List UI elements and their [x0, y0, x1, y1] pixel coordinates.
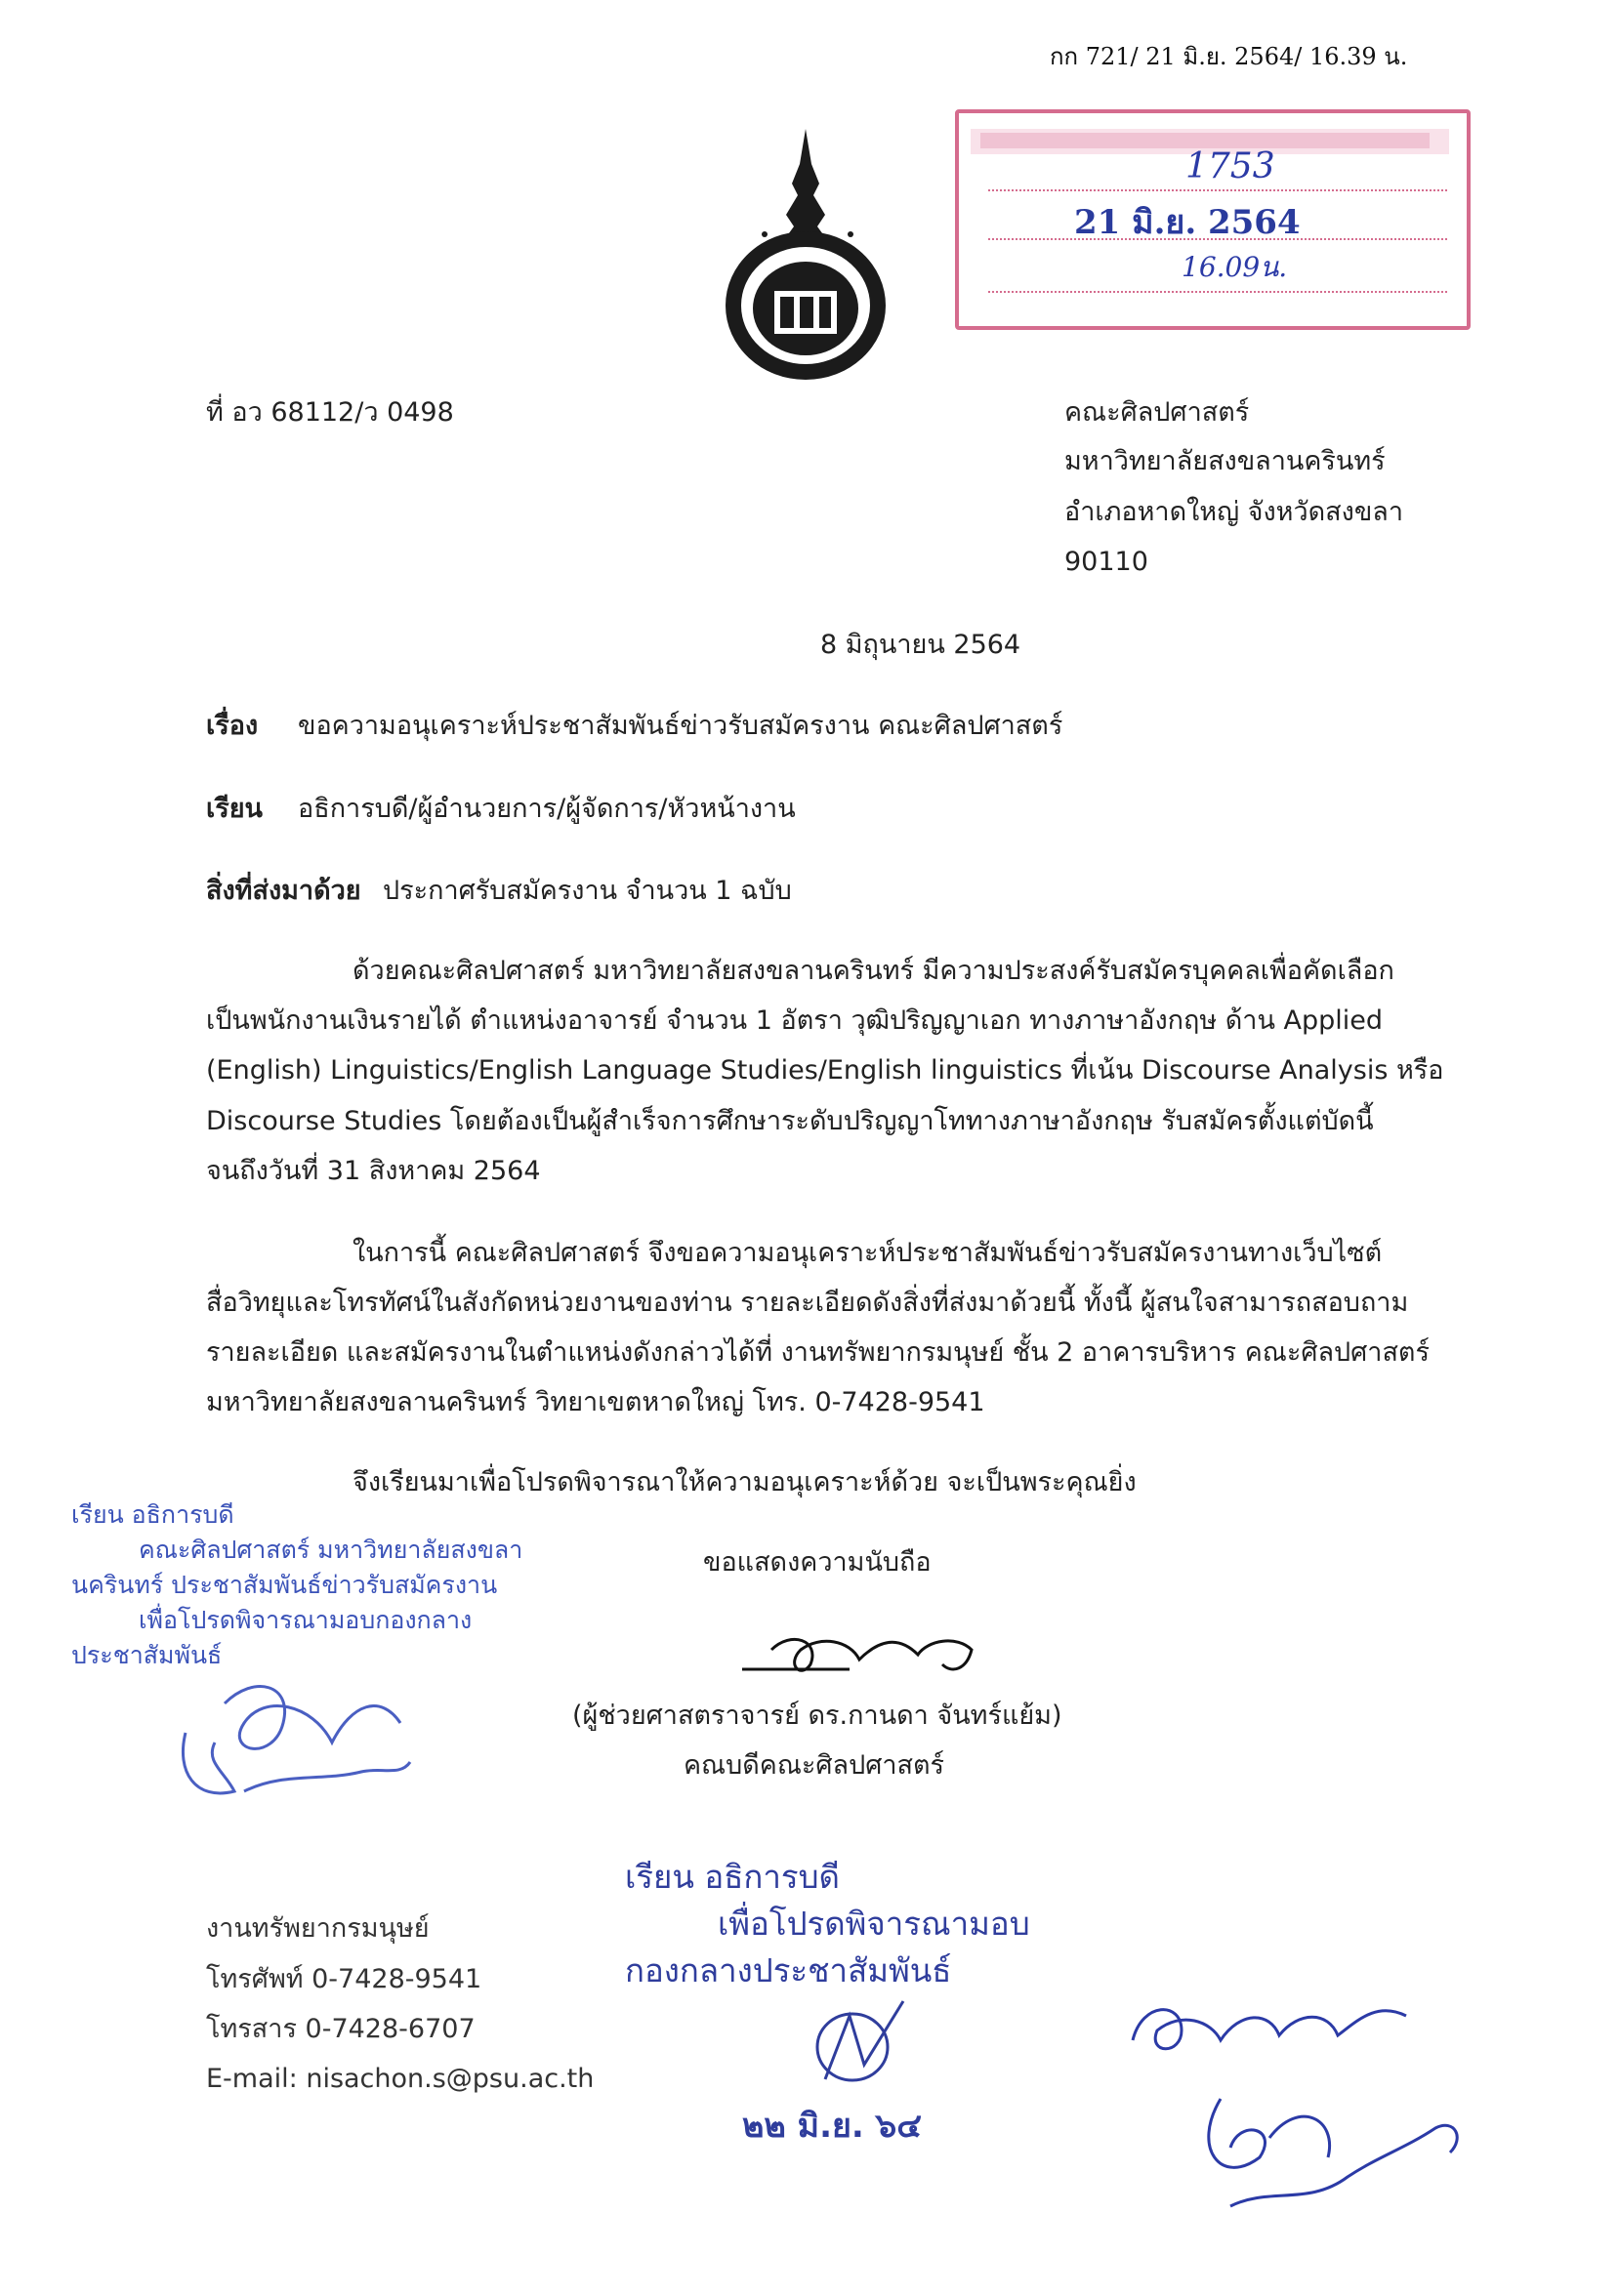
recipient-label: เรียน — [206, 794, 264, 824]
handwritten-initial — [806, 1996, 913, 2089]
margin-note-line: เพื่อโปรดพิจารณามอบกองกลาง — [139, 1606, 473, 1634]
signer-name: (ผู้ช่วยศาสตราจารย์ ดร.กานดา จันทร์แย้ม) — [572, 1701, 1062, 1731]
body-line: สื่อวิทยุและโทรทัศน์ในสังกัดหน่วยงานของท่าน รายละเอียดดังสิ่งที่ส่งมาด้วยนี้ ทั้งนี้ ผู้สนใจสามารถสอบถาม — [206, 1288, 1409, 1318]
body-line: มหาวิทยาลัยสงขลานครินทร์ วิทยาเขตหาดใหญ่ โทร. 0-7428-9541 — [206, 1387, 985, 1417]
stamp-receipt-time: 16.09น. — [1182, 251, 1288, 283]
stamp-receipt-date: 21 มิ.ย. 2564 — [1074, 203, 1301, 242]
bottom-note-line: กองกลางประชาสัมพันธ์ — [625, 1951, 952, 1989]
handwritten-annotation-right — [1113, 1982, 1494, 2235]
body-closing-line: จึงเรียนมาเพื่อโปรดพิจารณาให้ความอนุเคราะห์ด้วย จะเป็นพระคุณยิ่ง — [353, 1467, 1137, 1497]
contact-fax: โทรสาร 0-7428-6707 — [206, 2014, 476, 2044]
subject-text: ขอความอนุเคราะห์ประชาสัมพันธ์ข่าวรับสมัครงาน คณะศิลปศาสตร์ — [298, 711, 1063, 741]
margin-note-line: คณะศิลปศาสตร์ มหาวิทยาลัยสงขลา — [139, 1536, 523, 1564]
body-line: เป็นพนักงานเงินรายได้ ตำแหน่งอาจารย์ จำนวน 1 อัตรา วุฒิปริญญาเอก ทางภาษาอังกฤษ ด้าน Applied — [206, 1005, 1383, 1036]
enclosure-label: สิ่งที่ส่งมาด้วย — [206, 876, 361, 906]
body-line: Discourse Studies โดยต้องเป็นผู้สำเร็จการศึกษาระดับปริญญาโททางภาษาอังกฤษ รับสมัครตั้งแต่บัดนี้ — [206, 1106, 1374, 1136]
stamp-line — [988, 189, 1447, 191]
margin-note-line: ประชาสัมพันธ์ — [71, 1641, 223, 1669]
contact-email: E-mail: nisachon.s@psu.ac.th — [206, 2064, 595, 2094]
document-number: ที่ อว 68112/ว 0498 — [206, 397, 454, 428]
stamp-line — [988, 291, 1447, 293]
address-line: 90110 — [1064, 547, 1148, 577]
receipt-stamp — [955, 109, 1471, 330]
body-line: ด้วยคณะศิลปศาสตร์ มหาวิทยาลัยสงขลานครินทร์ มีความประสงค์รับสมัครบุคคลเพื่อคัดเลือก — [353, 956, 1394, 986]
bottom-note-line: เพื่อโปรดพิจารณามอบ — [718, 1905, 1030, 1943]
stamp-receipt-number: 1753 — [1185, 146, 1275, 186]
received-timestamp: กก 721/ 21 มิ.ย. 2564/ 16.39 น. — [1050, 43, 1408, 70]
address-line: คณะศิลปศาสตร์ — [1064, 397, 1250, 428]
body-line: รายละเอียด และสมัครงานในตำแหน่งดังกล่าวได้ที่ งานทรัพยากรมนุษย์ ชั้น 2 อาคารบริหาร คณะศิลปศาสตร์ — [206, 1337, 1430, 1368]
margin-note-line: นครินทร์ ประชาสัมพันธ์ข่าวรับสมัครงาน — [71, 1571, 498, 1599]
signer-title: คณบดีคณะศิลปศาสตร์ — [684, 1750, 945, 1781]
enclosure-text: ประกาศรับสมัครงาน จำนวน 1 ฉบับ — [383, 876, 792, 906]
letter-date: 8 มิถุนายน 2564 — [820, 630, 1021, 660]
margin-note-line: เรียน อธิการบดี — [71, 1500, 234, 1529]
note-date: ๒๒ มิ.ย. ๖๔ — [742, 2107, 922, 2146]
body-line: จนถึงวันที่ 31 สิงหาคม 2564 — [206, 1156, 541, 1186]
handwritten-signature-dean — [732, 1620, 986, 1689]
contact-phone: โทรศัพท์ 0-7428-9541 — [206, 1964, 482, 1994]
handwritten-signature-left — [166, 1664, 420, 1821]
contact-unit: งานทรัพยากรมนุษย์ — [206, 1913, 430, 1944]
bottom-note-line: เรียน อธิการบดี — [625, 1858, 840, 1896]
address-line: มหาวิทยาลัยสงขลานครินทร์ — [1064, 446, 1386, 476]
address-line: อำเภอหาดใหญ่ จังหวัดสงขลา — [1064, 497, 1404, 527]
university-emblem — [718, 125, 893, 387]
body-line: ในการนี้ คณะศิลปศาสตร์ จึงขอความอนุเคราะห์ประชาสัมพันธ์ข่าวรับสมัครงานทางเว็บไซต์ — [353, 1238, 1383, 1268]
recipient-text: อธิการบดี/ผู้อำนวยการ/ผู้จัดการ/หัวหน้างาน — [298, 794, 796, 824]
subject-label: เรื่อง — [206, 711, 259, 741]
regards: ขอแสดงความนับถือ — [703, 1547, 932, 1578]
body-line: (English) Linguistics/English Language Studies/English linguistics ที่เน้น Discourse Analysis หรือ — [206, 1055, 1444, 1086]
